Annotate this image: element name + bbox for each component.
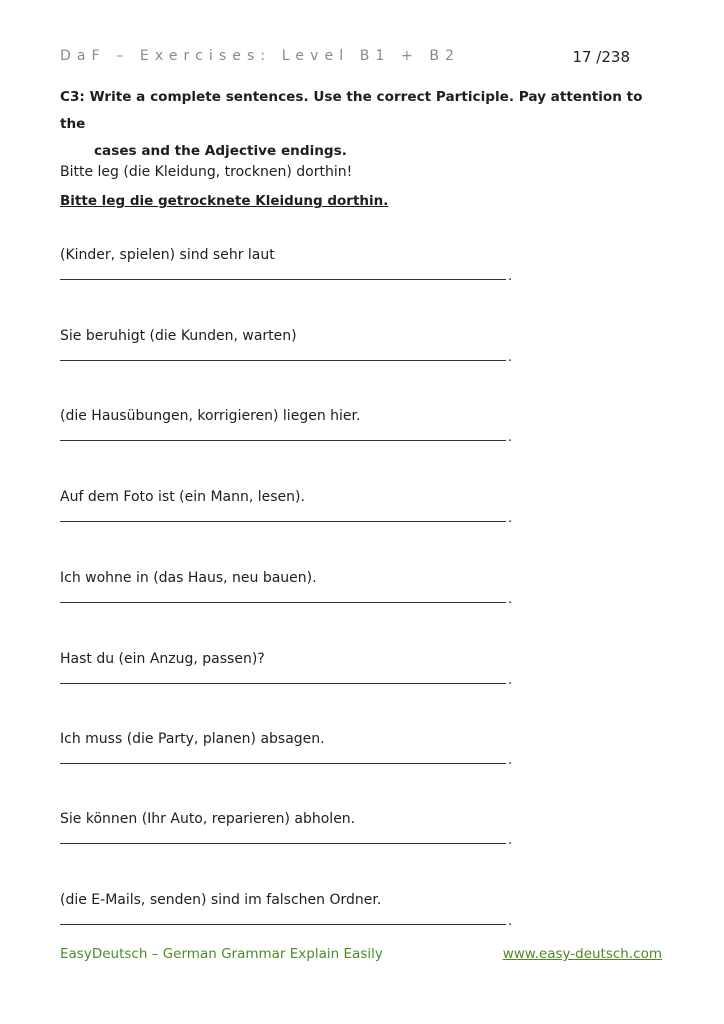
exercise-prompt: Sie beruhigt (die Kunden, warten): [60, 328, 297, 344]
sentence-end: .: [508, 511, 513, 526]
answer-line[interactable]: [60, 683, 506, 684]
exercise-item: [60, 651, 520, 711]
exercise-prompt: (die Hausübungen, korrigieren) liegen hier.: [60, 408, 361, 424]
exercise-prompt: Ich wohne in (das Haus, neu bauen).: [60, 570, 317, 586]
exercise-item: [60, 328, 520, 388]
exercise-item: [60, 247, 520, 307]
page-footer: [60, 946, 662, 966]
exercise-instruction: [60, 84, 660, 165]
exercise-item: [60, 811, 520, 871]
exercise-item: [60, 489, 520, 549]
sentence-end: .: [508, 592, 513, 607]
answer-line[interactable]: [60, 279, 506, 280]
answer-line[interactable]: [60, 924, 506, 925]
exercise-item: [60, 892, 520, 952]
sentence-end: .: [508, 673, 513, 688]
exercise-prompt: Auf dem Foto ist (ein Mann, lesen).: [60, 489, 305, 505]
page-number: 17 /238: [572, 48, 630, 66]
answer-line[interactable]: [60, 360, 506, 361]
exercise-prompt: Sie können (Ihr Auto, reparieren) abholen.: [60, 811, 356, 827]
sentence-end: .: [508, 753, 513, 768]
instruction-line-2: cases and the Adjective endings.: [94, 143, 347, 159]
document-title: DaF – Exercises: Level B1 + B2: [60, 48, 461, 64]
website-link[interactable]: www.easy-deutsch.com: [502, 946, 662, 962]
sentence-end: .: [508, 269, 513, 284]
exercise-item: [60, 731, 520, 791]
exercise-prompt: Hast du (ein Anzug, passen)?: [60, 651, 265, 667]
instruction-line-1: C3: Write a complete sentences. Use the correct Participle. Pay attention to the: [60, 89, 643, 132]
answer-line[interactable]: [60, 602, 506, 603]
exercise-prompt: (die E-Mails, senden) sind im falschen Ordner.: [60, 892, 382, 908]
sentence-end: .: [508, 833, 513, 848]
example-prompt: Bitte leg (die Kleidung, trocknen) dorthin!: [60, 164, 353, 180]
answer-line[interactable]: [60, 521, 506, 522]
answer-line[interactable]: [60, 763, 506, 764]
sentence-end: .: [508, 914, 513, 929]
answer-line[interactable]: [60, 843, 506, 844]
sentence-end: .: [508, 430, 513, 445]
answer-line[interactable]: [60, 440, 506, 441]
exercise-item: [60, 570, 520, 630]
footer-credit: EasyDeutsch – German Grammar Explain Easily: [60, 946, 383, 962]
exercise-prompt: (Kinder, spielen) sind sehr laut: [60, 247, 275, 263]
exercise-prompt: Ich muss (die Party, planen) absagen.: [60, 731, 325, 747]
exercise-item: [60, 408, 520, 468]
sentence-end: .: [508, 350, 513, 365]
example-answer: Bitte leg die getrocknete Kleidung dorthin.: [60, 193, 389, 209]
page-header: [60, 48, 630, 70]
